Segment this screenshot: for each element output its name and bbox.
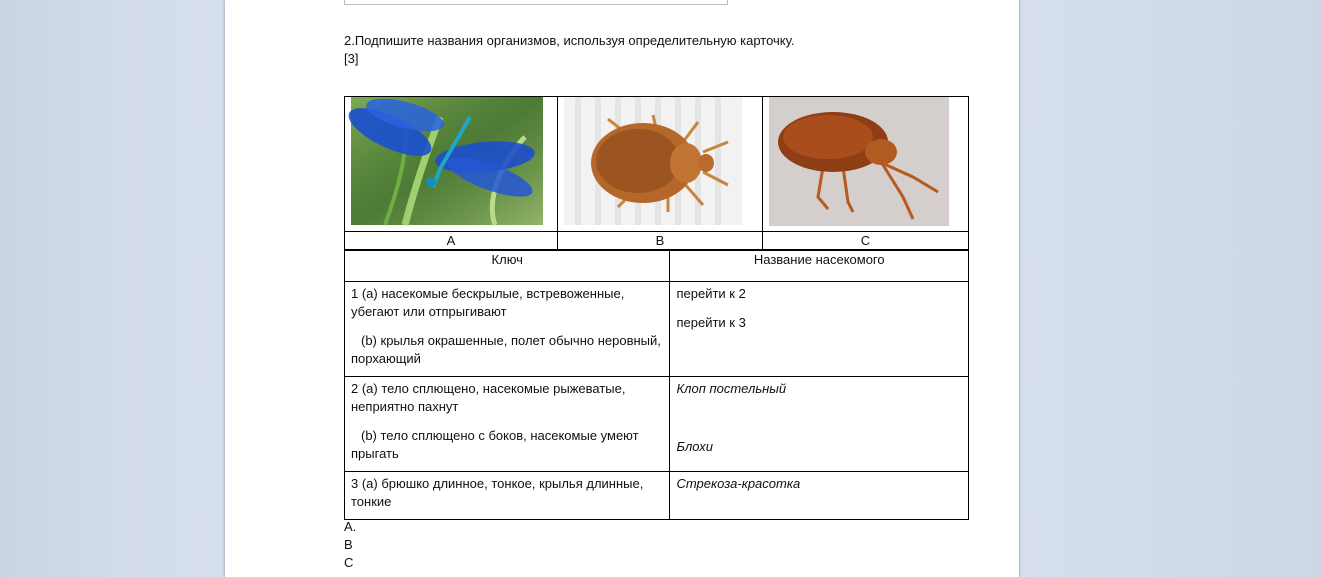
header-key: Ключ (345, 250, 670, 282)
key-1b: (b) крылья окрашенные, полет обычно неровный, порхающий (351, 333, 661, 366)
answer-lines (344, 518, 356, 572)
image-cell-a (345, 97, 558, 232)
images-table (344, 96, 969, 251)
name-2b: Блохи (676, 439, 713, 454)
key-2a: 2 (а) тело сплющено, насекомые рыжеватые, неприятно пахнут (351, 381, 626, 414)
image-cell-b (558, 97, 763, 232)
key-row-1 (345, 282, 670, 377)
key-2b: (b) тело сплющено с боков, насекомые умеют прыгать (351, 428, 639, 461)
previous-table-edge (344, 0, 728, 5)
name-row-1 (670, 282, 969, 377)
question-title: 2.Подпишите названия организмов, используя определительную карточку. (344, 33, 795, 48)
dragonfly-photo (345, 97, 557, 231)
bedbug-photo (558, 97, 762, 231)
identification-key-table (344, 249, 969, 520)
name-2a: Клоп постельный (676, 381, 787, 396)
key-row-2 (345, 377, 670, 472)
key-3a: 3 (а) брюшко длинное, тонкое, крылья длинные, тонкие (351, 476, 644, 509)
answer-c: C (344, 555, 354, 570)
name-1b: перейти к 3 (676, 315, 746, 330)
header-insect-name: Название насекомого (670, 250, 969, 282)
name-row-3 (670, 472, 969, 520)
flea-photo (763, 97, 968, 231)
answer-b: B (344, 537, 353, 552)
name-1a: перейти к 2 (676, 286, 746, 301)
key-1a: 1 (а) насекомые бескрылые, встревоженные, убегают или отпрыгивают (351, 286, 625, 319)
name-row-2 (670, 377, 969, 472)
name-3a: Стрекоза-красотка (676, 476, 801, 491)
question-points: [3] (344, 51, 359, 66)
key-row-3 (345, 472, 670, 520)
background-right (1019, 0, 1321, 577)
image-label-a: A (345, 232, 558, 251)
image-cell-c (763, 97, 969, 232)
answer-a: A. (344, 519, 357, 534)
image-label-c: C (763, 232, 969, 251)
image-label-b: B (558, 232, 763, 251)
